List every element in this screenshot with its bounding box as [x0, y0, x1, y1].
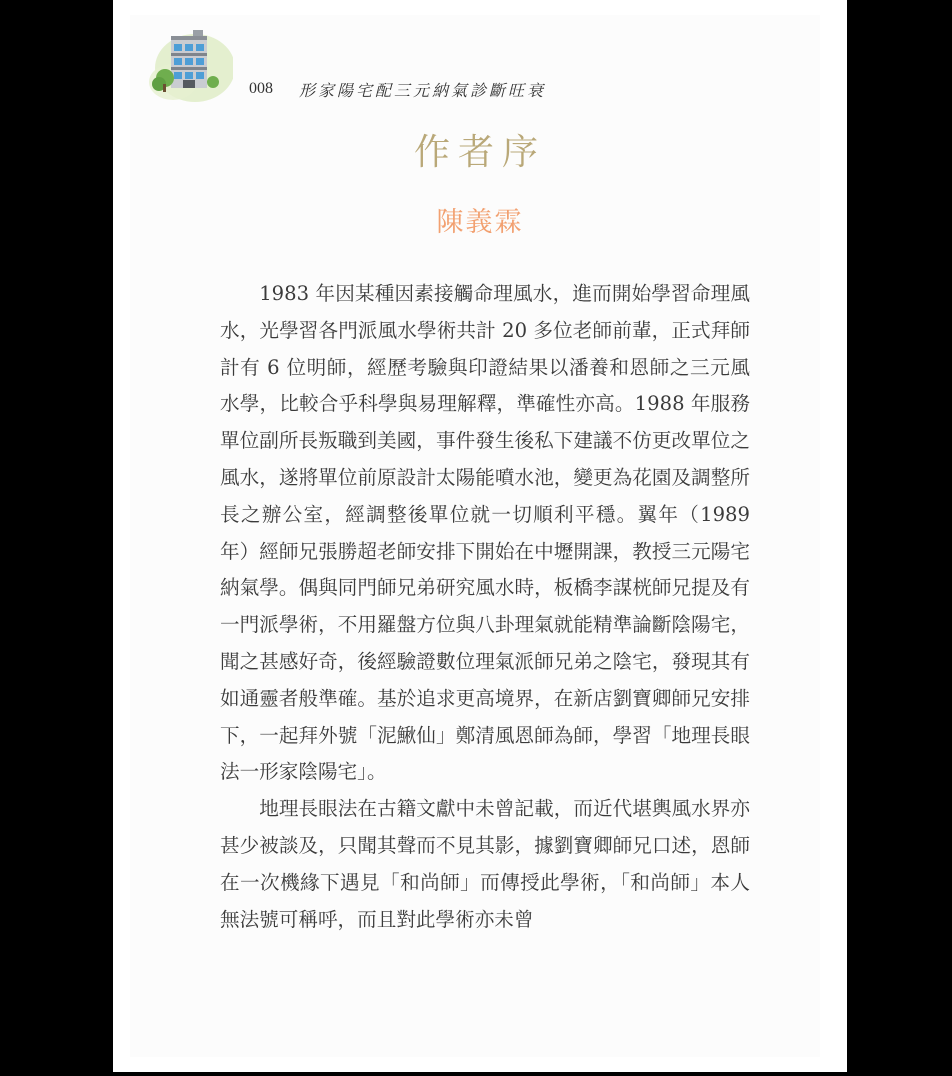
page-number: 008: [249, 80, 273, 97]
body-text: [220, 276, 750, 938]
author-name: 陳義霖: [436, 207, 524, 238]
book-title: 形家陽宅配三元納氣診斷旺衰: [299, 81, 547, 100]
building-icon: [143, 20, 233, 108]
paragraph: 1983 年因某種因素接觸命理風水，進而開始學習命理風水，光學習各門派風水學術共計 20 多位老師前輩，正式拜師計有 6 位明師，經歷考驗與印證結果以潘養和恩師之三元風水學，比較合乎科學與易理解釋，準確性亦高。1988 年服務單位副所長叛職到美國，事件發生後私下建議不仿更改單位之風水，遂將單位前原設計太陽能噴水池，變更為花園及調整所長之辦公室，經調整後單位就一切順利平穩。翼年（1989 年）經師兄張勝超老師安排下開始在中壢開課，教授三元陽宅納氣學。偶與同門師兄弟研究風水時，板橋李謀桄師兄提及有一門派學術，不用羅盤方位與八卦理氣就能精準論斷陰陽宅，聞之甚感好奇，後經驗證數位理氣派師兄弟之陰宅，發現其有如通靈者般準確。基於追求更高境界，在新店劉寶卿師兄安排下，一起拜外號「泥鰍仙」鄭清風恩師為師，學習「地理長眼法一形家陰陽宅」。: [220, 282, 750, 784]
book-page: [113, 0, 847, 1072]
running-header: [143, 20, 563, 110]
paragraph: 地理長眼法在古籍文獻中未曾記載，而近代堪輿風水界亦甚少被談及，只聞其聲而不見其影，據劉寶卿師兄口述，恩師在一次機緣下遇見「和尚師」而傳授此學術，「和尚師」本人無法號可稱呼，而且對此學術亦未曾: [220, 797, 750, 931]
chapter-title: 作者序: [413, 132, 546, 173]
